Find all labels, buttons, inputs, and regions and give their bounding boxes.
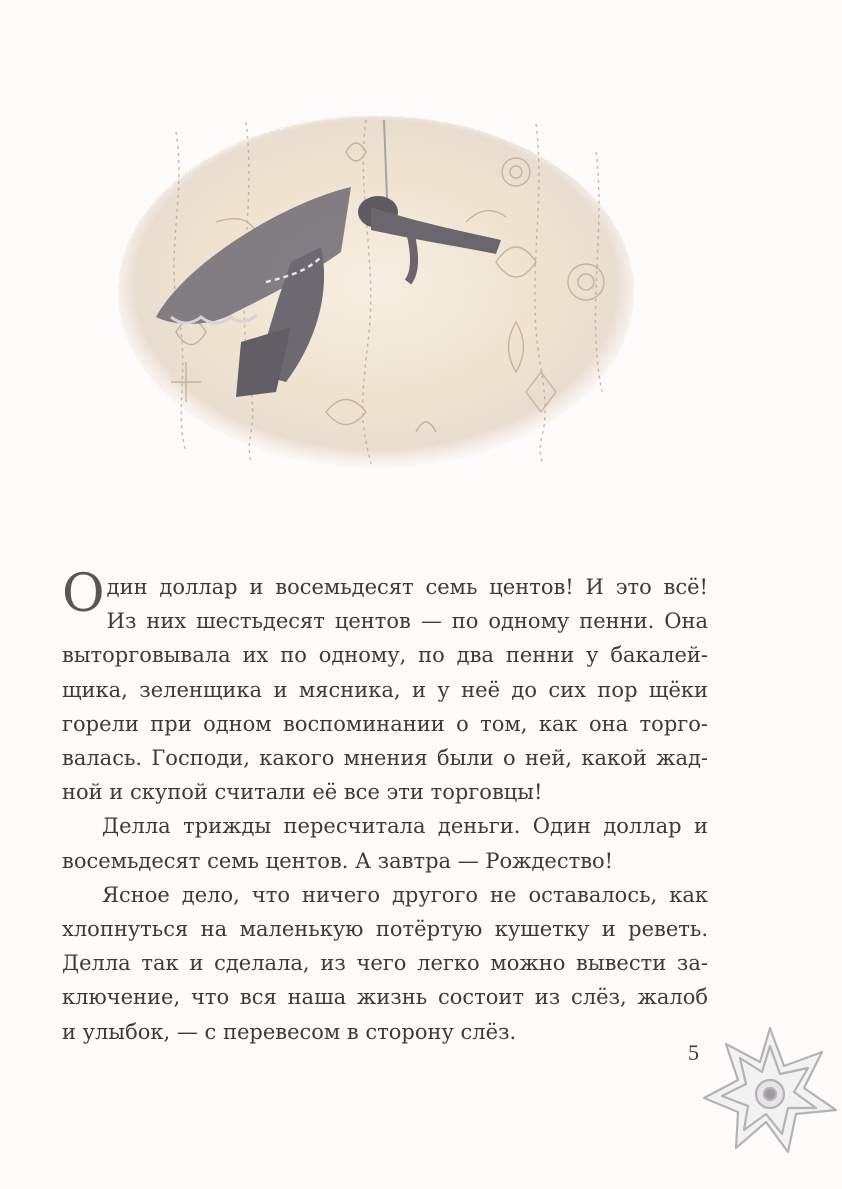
- story-text: [62, 564, 708, 1049]
- text-line: Ясное дело, что ничего другого не оставалось, как: [102, 882, 708, 907]
- paragraph-3: [62, 878, 708, 1049]
- paragraph-1: [62, 564, 708, 809]
- page-number: 5: [688, 1040, 699, 1065]
- star-ornament-icon: [700, 1022, 840, 1158]
- text-line: ной и скупой считали её все эти торговцы!: [62, 780, 543, 805]
- drop-cap: О: [62, 564, 105, 624]
- text-line: валась. Господи, какого мнения были о ней, какой жад-: [62, 746, 708, 771]
- text-line: хлопнуться на маленькую потёртую кушетку и реветь.: [62, 917, 708, 942]
- paragraph-2: [62, 809, 708, 877]
- text-line: горели при одном воспоминании о том, как она торго-: [62, 711, 708, 736]
- text-line: дин доллар и восемьдесят семь центов! И это всё!: [106, 575, 708, 599]
- text-line: Из них шестьдесят центов — по одному пенни. Она: [106, 609, 708, 634]
- angel-illustration: [116, 112, 636, 474]
- text-line: восемьдесят семь центов. А завтра — Рождество!: [62, 848, 614, 873]
- text-line: щика, зеленщика и мясника, и у неё до сих пор щёки: [62, 677, 708, 702]
- text-line: и улыбок, — с перевесом в сторону слёз.: [62, 1019, 517, 1044]
- text-line: Делла так и сделала, из чего легко можно вывести за-: [62, 951, 708, 976]
- text-line: ключение, что вся наша жизнь состоит из слёз, жалоб: [62, 985, 708, 1010]
- text-line: выторговывала их по одному, по два пенни у бакалей-: [62, 643, 708, 668]
- text-line: Делла трижды пересчитала деньги. Один доллар и: [102, 814, 708, 839]
